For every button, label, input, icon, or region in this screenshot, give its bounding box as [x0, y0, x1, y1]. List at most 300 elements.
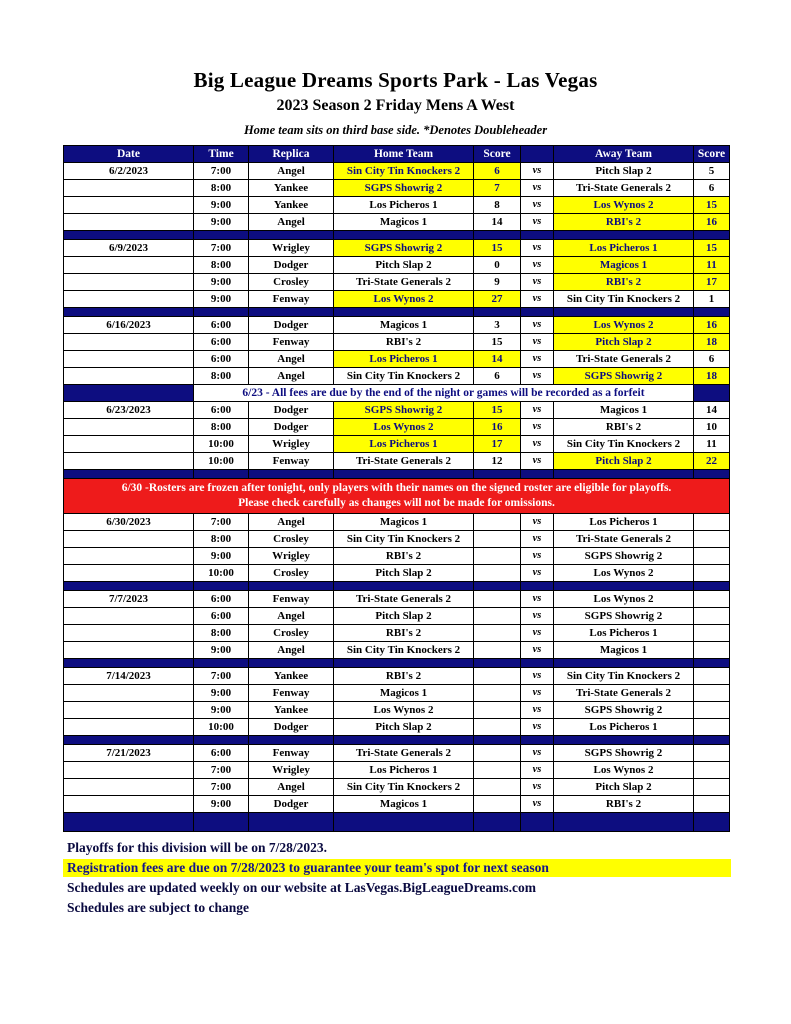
date-cell: [64, 274, 194, 291]
away-team-cell: Los Picheros 1: [554, 240, 694, 257]
home-score-cell: [474, 719, 521, 736]
game-row: [64, 351, 730, 368]
vs-cell: vs: [521, 240, 554, 257]
replica-cell: Wrigley: [249, 240, 334, 257]
home-team-cell: Pitch Slap 2: [334, 608, 474, 625]
home-score-cell: [474, 685, 521, 702]
vs-cell: vs: [521, 214, 554, 231]
home-score-cell: 27: [474, 291, 521, 308]
separator-cell: [694, 470, 730, 479]
home-score-cell: 6: [474, 163, 521, 180]
separator-cell: [194, 308, 249, 317]
date-cell: [64, 419, 194, 436]
separator-cell: [194, 231, 249, 240]
separator-cell: [64, 582, 194, 591]
away-score-cell: 1: [694, 291, 730, 308]
away-team-cell: RBI's 2: [554, 214, 694, 231]
home-team-cell: RBI's 2: [334, 668, 474, 685]
replica-cell: Dodger: [249, 317, 334, 334]
game-row: [64, 702, 730, 719]
registration-fees-note: Registration fees are due on 7/28/2023 to guarantee your team's spot for next season: [63, 859, 731, 877]
home-team-cell: RBI's 2: [334, 334, 474, 351]
separator-row: [64, 470, 730, 479]
separator-row: [64, 659, 730, 668]
game-row: [64, 453, 730, 470]
date-cell: [64, 351, 194, 368]
home-score-cell: 14: [474, 214, 521, 231]
away-team-cell: Los Picheros 1: [554, 514, 694, 531]
home-score-cell: [474, 514, 521, 531]
date-cell: 7/7/2023: [64, 591, 194, 608]
away-team-cell: Pitch Slap 2: [554, 163, 694, 180]
separator-cell: [64, 659, 194, 668]
away-team-cell: Los Wynos 2: [554, 565, 694, 582]
time-cell: 9:00: [194, 702, 249, 719]
game-row: [64, 548, 730, 565]
away-team-cell: Pitch Slap 2: [554, 334, 694, 351]
game-row: [64, 317, 730, 334]
date-cell: 6/9/2023: [64, 240, 194, 257]
separator-cell: [521, 470, 554, 479]
away-score-cell: [694, 548, 730, 565]
date-cell: [64, 334, 194, 351]
vs-cell: vs: [521, 257, 554, 274]
away-score-cell: 18: [694, 334, 730, 351]
game-row: [64, 180, 730, 197]
time-cell: 9:00: [194, 685, 249, 702]
fees-note-row: [64, 385, 730, 402]
replica-cell: Angel: [249, 214, 334, 231]
note-left-fill-cell: [64, 385, 194, 402]
away-score-cell: [694, 565, 730, 582]
separator-cell: [474, 308, 521, 317]
vs-cell: vs: [521, 608, 554, 625]
separator-row: [64, 231, 730, 240]
game-row: [64, 402, 730, 419]
game-row: [64, 745, 730, 762]
replica-cell: Crosley: [249, 625, 334, 642]
date-cell: [64, 796, 194, 813]
away-team-cell: Los Picheros 1: [554, 719, 694, 736]
vs-cell: vs: [521, 642, 554, 659]
away-score-cell: 6: [694, 180, 730, 197]
away-team-cell: Los Wynos 2: [554, 317, 694, 334]
vs-cell: vs: [521, 625, 554, 642]
vs-cell: vs: [521, 745, 554, 762]
date-cell: [64, 685, 194, 702]
away-team-cell: Pitch Slap 2: [554, 453, 694, 470]
away-score-cell: [694, 762, 730, 779]
separator-cell: [334, 470, 474, 479]
home-team-cell: Tri-State Generals 2: [334, 274, 474, 291]
vs-cell: vs: [521, 702, 554, 719]
separator-cell: [64, 308, 194, 317]
game-row: [64, 642, 730, 659]
home-score-cell: 15: [474, 402, 521, 419]
separator-cell: [249, 308, 334, 317]
home-score-cell: [474, 745, 521, 762]
separator-cell: [64, 736, 194, 745]
away-score-cell: [694, 514, 730, 531]
separator-cell: [521, 659, 554, 668]
date-cell: 6/2/2023: [64, 163, 194, 180]
separator-cell: [474, 659, 521, 668]
separator-cell: [474, 470, 521, 479]
away-score-cell: 5: [694, 163, 730, 180]
replica-cell: Angel: [249, 779, 334, 796]
time-cell: 7:00: [194, 668, 249, 685]
separator-cell: [554, 582, 694, 591]
replica-cell: Yankee: [249, 197, 334, 214]
home-score-cell: [474, 608, 521, 625]
replica-cell: Crosley: [249, 274, 334, 291]
time-cell: 6:00: [194, 745, 249, 762]
separator-row: [64, 582, 730, 591]
home-team-cell: SGPS Showrig 2: [334, 240, 474, 257]
replica-cell: Yankee: [249, 180, 334, 197]
time-cell: 10:00: [194, 436, 249, 453]
game-row: [64, 274, 730, 291]
replica-cell: Dodger: [249, 796, 334, 813]
header-row: [64, 146, 730, 163]
away-score-cell: 15: [694, 240, 730, 257]
home-score-cell: 6: [474, 368, 521, 385]
home-team-cell: Sin City Tin Knockers 2: [334, 642, 474, 659]
away-team-cell: Tri-State Generals 2: [554, 180, 694, 197]
away-score-cell: 10: [694, 419, 730, 436]
header-home-team: Home Team: [334, 146, 474, 163]
home-team-cell: Sin City Tin Knockers 2: [334, 531, 474, 548]
footer-notes: [63, 839, 731, 917]
date-cell: [64, 719, 194, 736]
roster-freeze-banner-cell: [64, 479, 730, 514]
date-cell: 6/23/2023: [64, 402, 194, 419]
schedule-table: [63, 145, 730, 832]
home-score-cell: 0: [474, 257, 521, 274]
replica-cell: Fenway: [249, 591, 334, 608]
home-score-cell: [474, 796, 521, 813]
away-score-cell: [694, 719, 730, 736]
vs-cell: vs: [521, 719, 554, 736]
replica-cell: Angel: [249, 642, 334, 659]
vs-cell: vs: [521, 453, 554, 470]
subject-to-change-note: Schedules are subject to change: [67, 900, 249, 915]
home-score-cell: [474, 668, 521, 685]
time-cell: 8:00: [194, 625, 249, 642]
time-cell: 9:00: [194, 548, 249, 565]
away-score-cell: 11: [694, 436, 730, 453]
date-cell: 6/30/2023: [64, 514, 194, 531]
replica-cell: Fenway: [249, 453, 334, 470]
separator-cell: [521, 736, 554, 745]
away-team-cell: SGPS Showrig 2: [554, 745, 694, 762]
away-score-cell: [694, 796, 730, 813]
home-team-cell: Los Wynos 2: [334, 291, 474, 308]
date-cell: [64, 625, 194, 642]
fees-note-cell: 6/23 - All fees are due by the end of the night or games will be recorded as a forfeit: [194, 385, 694, 402]
game-row: [64, 531, 730, 548]
time-cell: 9:00: [194, 642, 249, 659]
home-score-cell: 9: [474, 274, 521, 291]
home-team-cell: Magicos 1: [334, 214, 474, 231]
separator-cell: [64, 470, 194, 479]
vs-cell: vs: [521, 565, 554, 582]
vs-cell: vs: [521, 668, 554, 685]
away-score-cell: [694, 591, 730, 608]
separator-cell: [194, 582, 249, 591]
home-team-note: Home team sits on third base side. *Denotes Doubleheader: [243, 123, 548, 137]
replica-cell: Fenway: [249, 334, 334, 351]
time-cell: 10:00: [194, 453, 249, 470]
replica-cell: Yankee: [249, 702, 334, 719]
date-cell: [64, 565, 194, 582]
home-team-cell: Tri-State Generals 2: [334, 745, 474, 762]
vs-cell: vs: [521, 163, 554, 180]
replica-cell: Angel: [249, 368, 334, 385]
replica-cell: Angel: [249, 351, 334, 368]
game-row: [64, 436, 730, 453]
game-row: [64, 419, 730, 436]
replica-cell: Yankee: [249, 668, 334, 685]
home-score-cell: 17: [474, 436, 521, 453]
time-cell: 9:00: [194, 796, 249, 813]
time-cell: 6:00: [194, 317, 249, 334]
vs-cell: vs: [521, 685, 554, 702]
away-team-cell: SGPS Showrig 2: [554, 608, 694, 625]
time-cell: 9:00: [194, 291, 249, 308]
banner-line: Please check carefully as changes will not be made for omissions.: [238, 497, 555, 509]
home-team-cell: Magicos 1: [334, 796, 474, 813]
home-team-cell: Magicos 1: [334, 514, 474, 531]
separator-cell: [521, 582, 554, 591]
vs-cell: vs: [521, 291, 554, 308]
time-cell: 8:00: [194, 257, 249, 274]
time-cell: 8:00: [194, 368, 249, 385]
time-cell: 10:00: [194, 565, 249, 582]
replica-cell: Fenway: [249, 745, 334, 762]
replica-cell: Dodger: [249, 419, 334, 436]
date-cell: [64, 548, 194, 565]
vs-cell: vs: [521, 531, 554, 548]
home-score-cell: 16: [474, 419, 521, 436]
away-team-cell: Los Wynos 2: [554, 197, 694, 214]
away-score-cell: 16: [694, 214, 730, 231]
time-cell: 8:00: [194, 531, 249, 548]
game-row: [64, 565, 730, 582]
away-team-cell: SGPS Showrig 2: [554, 368, 694, 385]
time-cell: 7:00: [194, 779, 249, 796]
separator-cell: [194, 470, 249, 479]
game-row: [64, 257, 730, 274]
separator-cell: [694, 231, 730, 240]
replica-cell: Angel: [249, 514, 334, 531]
game-row: [64, 625, 730, 642]
home-score-cell: 12: [474, 453, 521, 470]
separator-cell: [334, 813, 474, 832]
home-score-cell: [474, 642, 521, 659]
replica-cell: Wrigley: [249, 548, 334, 565]
time-cell: 6:00: [194, 334, 249, 351]
home-score-cell: 15: [474, 240, 521, 257]
separator-cell: [64, 813, 194, 832]
home-score-cell: [474, 565, 521, 582]
separator-cell: [194, 659, 249, 668]
vs-cell: vs: [521, 368, 554, 385]
date-cell: [64, 257, 194, 274]
game-row: [64, 779, 730, 796]
home-team-cell: Sin City Tin Knockers 2: [334, 779, 474, 796]
separator-cell: [694, 308, 730, 317]
home-score-cell: [474, 762, 521, 779]
separator-cell: [474, 813, 521, 832]
separator-row: [64, 308, 730, 317]
header-home-score: Score: [474, 146, 521, 163]
replica-cell: Crosley: [249, 565, 334, 582]
away-score-cell: [694, 745, 730, 762]
note-right-fill-cell: [694, 385, 730, 402]
separator-cell: [64, 231, 194, 240]
away-team-cell: SGPS Showrig 2: [554, 548, 694, 565]
schedule-table-body: [64, 163, 730, 832]
replica-cell: Wrigley: [249, 436, 334, 453]
away-score-cell: 16: [694, 317, 730, 334]
date-cell: [64, 214, 194, 231]
date-cell: 7/14/2023: [64, 668, 194, 685]
away-team-cell: Sin City Tin Knockers 2: [554, 668, 694, 685]
header-away-team: Away Team: [554, 146, 694, 163]
home-team-cell: Pitch Slap 2: [334, 257, 474, 274]
home-team-cell: Pitch Slap 2: [334, 565, 474, 582]
vs-cell: vs: [521, 796, 554, 813]
separator-cell: [249, 582, 334, 591]
replica-cell: Dodger: [249, 402, 334, 419]
separator-cell: [554, 231, 694, 240]
game-row: [64, 214, 730, 231]
date-cell: [64, 702, 194, 719]
date-cell: [64, 608, 194, 625]
time-cell: 8:00: [194, 419, 249, 436]
home-team-cell: Tri-State Generals 2: [334, 591, 474, 608]
home-team-cell: Pitch Slap 2: [334, 719, 474, 736]
away-score-cell: 6: [694, 351, 730, 368]
home-score-cell: 3: [474, 317, 521, 334]
date-cell: [64, 779, 194, 796]
home-score-cell: 15: [474, 334, 521, 351]
separator-cell: [694, 659, 730, 668]
game-row: [64, 368, 730, 385]
vs-cell: vs: [521, 419, 554, 436]
home-team-cell: Los Wynos 2: [334, 419, 474, 436]
game-row: [64, 240, 730, 257]
away-team-cell: Los Wynos 2: [554, 762, 694, 779]
date-cell: [64, 642, 194, 659]
home-team-cell: Los Picheros 1: [334, 351, 474, 368]
home-score-cell: [474, 625, 521, 642]
date-cell: [64, 436, 194, 453]
home-score-cell: 8: [474, 197, 521, 214]
away-score-cell: [694, 668, 730, 685]
home-score-cell: [474, 702, 521, 719]
separator-cell: [249, 736, 334, 745]
away-team-cell: RBI's 2: [554, 274, 694, 291]
separator-row: [64, 813, 730, 832]
game-row: [64, 762, 730, 779]
away-score-cell: [694, 531, 730, 548]
game-row: [64, 685, 730, 702]
division-subtitle: 2023 Season 2 Friday Mens A West: [276, 97, 515, 114]
time-cell: 6:00: [194, 402, 249, 419]
playoffs-note: Playoffs for this division will be on 7/28/2023.: [67, 840, 328, 855]
away-score-cell: [694, 779, 730, 796]
game-row: [64, 668, 730, 685]
separator-cell: [694, 736, 730, 745]
time-cell: 6:00: [194, 351, 249, 368]
vs-cell: vs: [521, 762, 554, 779]
game-row: [64, 163, 730, 180]
away-team-cell: Sin City Tin Knockers 2: [554, 291, 694, 308]
game-row: [64, 334, 730, 351]
separator-cell: [554, 659, 694, 668]
separator-cell: [694, 582, 730, 591]
date-cell: [64, 531, 194, 548]
header-away-score: Score: [694, 146, 730, 163]
time-cell: 7:00: [194, 163, 249, 180]
away-score-cell: 14: [694, 402, 730, 419]
separator-cell: [249, 659, 334, 668]
away-team-cell: RBI's 2: [554, 419, 694, 436]
separator-cell: [334, 659, 474, 668]
separator-cell: [249, 470, 334, 479]
page-title: Big League Dreams Sports Park - Las Vegas: [193, 68, 598, 92]
time-cell: 8:00: [194, 180, 249, 197]
home-team-cell: SGPS Showrig 2: [334, 402, 474, 419]
game-row: [64, 291, 730, 308]
date-cell: [64, 368, 194, 385]
date-cell: [64, 197, 194, 214]
separator-cell: [554, 470, 694, 479]
header-replica: Replica: [249, 146, 334, 163]
away-team-cell: Tri-State Generals 2: [554, 531, 694, 548]
time-cell: 9:00: [194, 274, 249, 291]
vs-cell: vs: [521, 548, 554, 565]
home-score-cell: [474, 591, 521, 608]
replica-cell: Crosley: [249, 531, 334, 548]
separator-row: [64, 736, 730, 745]
game-row: [64, 608, 730, 625]
separator-cell: [334, 308, 474, 317]
home-team-cell: Sin City Tin Knockers 2: [334, 163, 474, 180]
header-vs-spacer: [521, 146, 554, 163]
away-score-cell: 22: [694, 453, 730, 470]
separator-cell: [249, 813, 334, 832]
vs-cell: vs: [521, 591, 554, 608]
home-score-cell: [474, 531, 521, 548]
header-date: Date: [64, 146, 194, 163]
time-cell: 7:00: [194, 240, 249, 257]
vs-cell: vs: [521, 402, 554, 419]
home-score-cell: 7: [474, 180, 521, 197]
home-team-cell: Los Picheros 1: [334, 197, 474, 214]
vs-cell: vs: [521, 514, 554, 531]
home-score-cell: [474, 548, 521, 565]
away-team-cell: Pitch Slap 2: [554, 779, 694, 796]
home-team-cell: Tri-State Generals 2: [334, 453, 474, 470]
game-row: [64, 591, 730, 608]
separator-cell: [194, 813, 249, 832]
away-score-cell: [694, 642, 730, 659]
date-cell: [64, 762, 194, 779]
separator-cell: [554, 813, 694, 832]
